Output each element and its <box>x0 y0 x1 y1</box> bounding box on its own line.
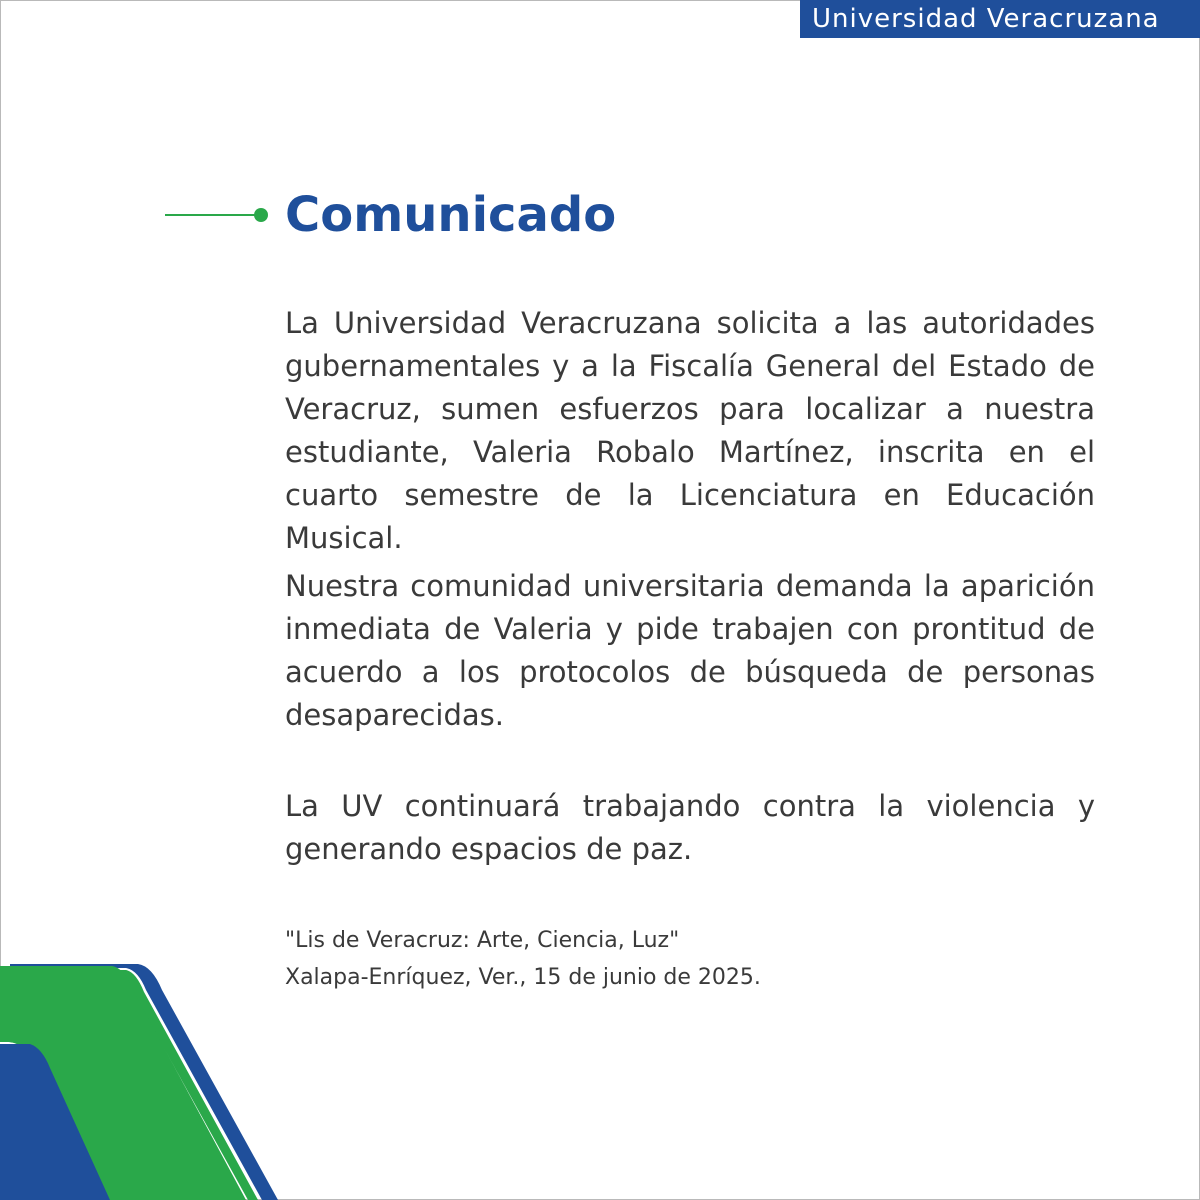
place-date: Xalapa-Enríquez, Ver., 15 de junio de 2025. <box>285 965 761 990</box>
title-accent-line <box>165 214 255 216</box>
paragraph-demand: Nuestra comunidad universitaria demanda la aparición inmediata de Valeria y pide trabajen con prontitud de acuerdo a los protocolos de búsqueda de personas desaparecidas. <box>285 569 1095 732</box>
paragraph-request: La Universidad Veracruzana solicita a las autoridades gubernamentales y a la Fiscalía General del Estado de Veracruz, sumen esfuerzos para localizar a nuestra estudiante, Valeria Robalo Martínez, inscrita en el cuarto semestre de la Licenciatura en Educación Musical. <box>285 306 1095 555</box>
signature-block <box>285 922 761 996</box>
university-brand-bar: Universidad Veracruzana <box>800 0 1200 38</box>
page-title: Comunicado <box>285 187 617 243</box>
decorative-swoosh <box>0 960 300 1200</box>
title-accent-dot <box>254 208 268 222</box>
motto: "Lis de Veracruz: Arte, Ciencia, Luz" <box>285 928 680 953</box>
paragraph-commitment: La UV continuará trabajando contra la violencia y generando espacios de paz. <box>285 789 1095 866</box>
